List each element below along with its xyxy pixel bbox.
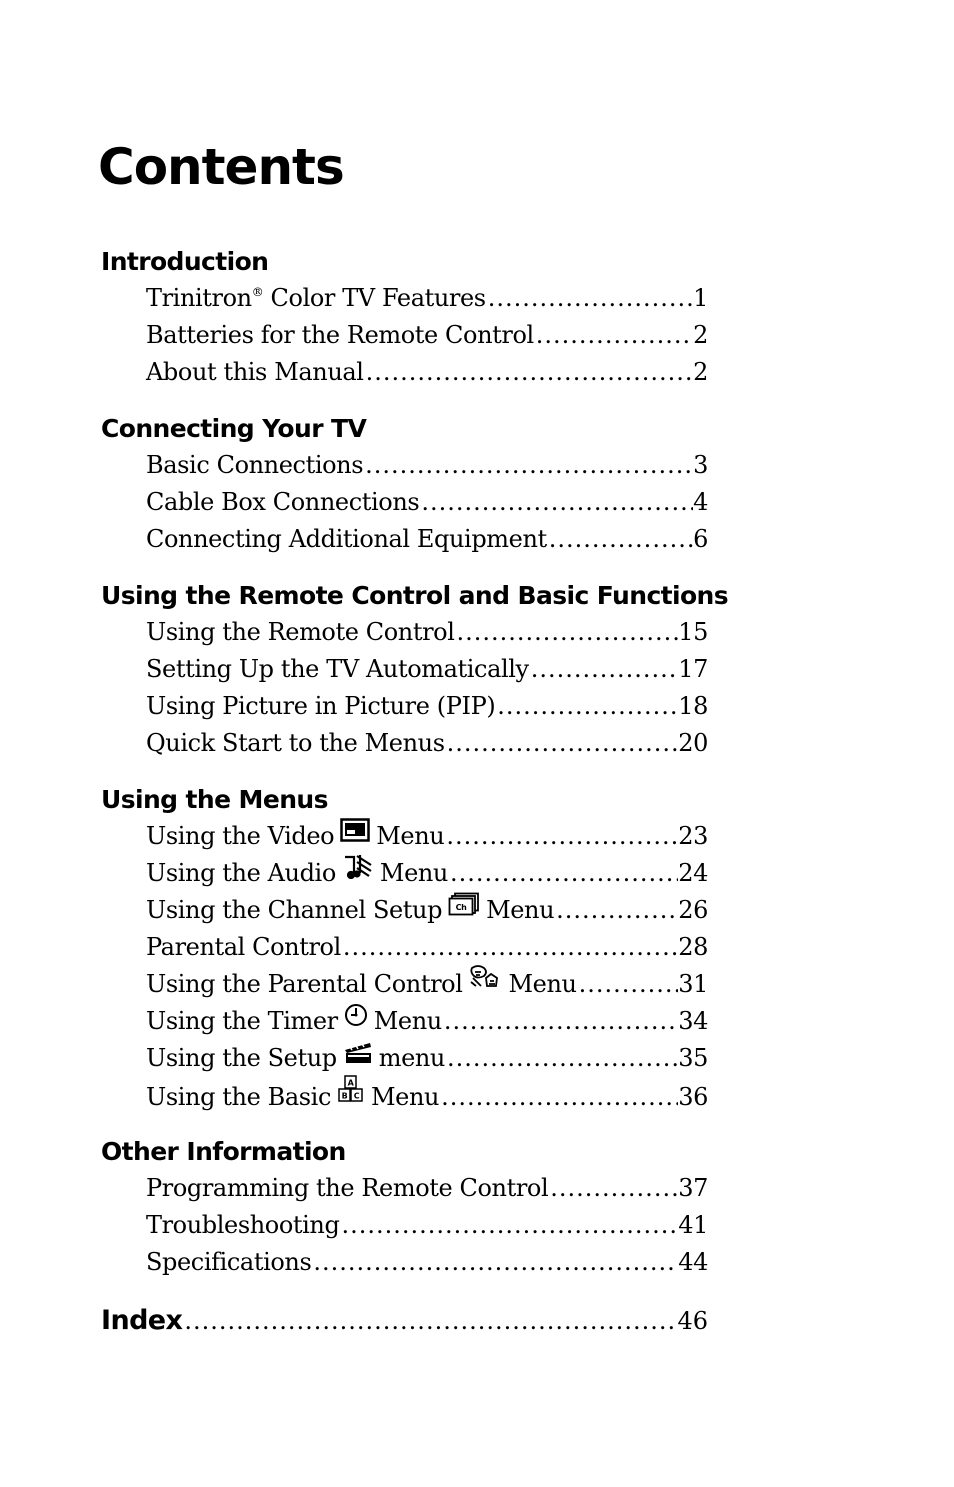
- dot-leader: [442, 1003, 678, 1040]
- entry-label: Quick Start to the Menus: [146, 729, 445, 757]
- section-title[interactable]: Other Information: [101, 1137, 346, 1166]
- page-number: 1: [693, 284, 708, 312]
- page-number: 24: [678, 859, 708, 887]
- dot-leader: [341, 929, 678, 966]
- page-number: 4: [693, 488, 708, 516]
- entry-label: Programming the Remote Control: [146, 1174, 549, 1202]
- toc-entry[interactable]: [146, 447, 708, 484]
- toc-entry[interactable]: [146, 1040, 708, 1077]
- toc-entry[interactable]: [146, 317, 708, 354]
- entry-label: Using the Setup: [146, 1044, 337, 1072]
- block-letter: A: [347, 1078, 354, 1088]
- block-letter: C: [353, 1091, 360, 1101]
- entry-label-after: Menu: [379, 859, 448, 887]
- section-connecting: [101, 411, 708, 558]
- entry-label: Setting Up the TV Automatically: [146, 655, 529, 683]
- timer-icon: [344, 1001, 368, 1038]
- entry-label: Specifications: [146, 1248, 312, 1276]
- entry-label: Using the Timer: [146, 1007, 338, 1035]
- page-title: Contents: [98, 138, 344, 196]
- entry-label: Using the Audio: [146, 859, 336, 887]
- dot-leader: [419, 484, 693, 521]
- page-number: 15: [678, 618, 708, 646]
- entry-label-after: menu: [378, 1044, 445, 1072]
- entry-label: Using the Parental Control: [146, 970, 463, 998]
- page-number: 6: [693, 525, 708, 553]
- index-label: Index: [101, 1305, 183, 1336]
- dot-leader: [339, 1207, 678, 1244]
- setup-icon: [343, 1038, 373, 1075]
- toc-entry[interactable]: [146, 521, 708, 558]
- dot-leader: [444, 818, 678, 855]
- dot-leader: [445, 725, 679, 762]
- dot-leader: [448, 855, 678, 892]
- toc-entry[interactable]: [146, 614, 708, 651]
- dot-leader: [364, 354, 694, 391]
- toc-entry[interactable]: [146, 1077, 708, 1114]
- page-number: 37: [678, 1174, 708, 1202]
- page-number: 35: [678, 1044, 708, 1072]
- toc-entry[interactable]: [146, 725, 708, 762]
- dot-leader: [554, 892, 678, 929]
- entry-label: Using the Basic: [146, 1083, 331, 1111]
- toc-entry[interactable]: Trinitron ® Color TV Features ..... 1: [146, 280, 708, 317]
- section-title[interactable]: Introduction: [101, 247, 269, 276]
- section-title[interactable]: Using the Remote Control and Basic Functions: [101, 581, 729, 610]
- entry-label: Basic Connections: [146, 451, 364, 479]
- dot-leader: [439, 1079, 678, 1116]
- page-number: 28: [678, 933, 708, 961]
- entry-label-after: Menu: [376, 822, 445, 850]
- audio-icon: [342, 853, 374, 890]
- toc-entry[interactable]: [146, 1207, 708, 1244]
- page-number: 34: [678, 1007, 708, 1035]
- index-entry[interactable]: [101, 1301, 708, 1341]
- page-number: 2: [693, 358, 708, 386]
- entry-label: Parental Control: [146, 933, 341, 961]
- page-number: 46: [677, 1307, 708, 1335]
- dot-leader: [454, 614, 678, 651]
- toc-entry[interactable]: [146, 892, 708, 929]
- table-of-contents: [101, 244, 729, 1341]
- entry-label-after: Menu: [508, 970, 577, 998]
- parental-control-icon: [468, 964, 502, 1001]
- toc-entry[interactable]: [146, 855, 708, 892]
- toc-entry[interactable]: [146, 1170, 708, 1207]
- dot-leader: [495, 688, 678, 725]
- section-menus: [101, 782, 708, 1114]
- toc-entry[interactable]: [146, 651, 708, 688]
- entry-label: Using the Channel Setup: [146, 896, 443, 924]
- entry-label: Batteries for the Remote Control: [146, 321, 534, 349]
- page-number: 31: [678, 970, 708, 998]
- dot-leader: [534, 317, 693, 354]
- toc-entry[interactable]: [146, 484, 708, 521]
- channel-icon-text: Ch: [455, 903, 467, 912]
- page-number: 36: [678, 1083, 708, 1111]
- toc-entry[interactable]: [146, 818, 708, 855]
- toc-entry[interactable]: [146, 1003, 708, 1040]
- entry-label: Connecting Additional Equipment: [146, 525, 547, 553]
- dot-leader: [182, 1301, 677, 1341]
- section-title[interactable]: Connecting Your TV: [101, 414, 367, 443]
- dot-leader: [486, 280, 693, 317]
- dot-leader: [529, 651, 679, 688]
- section-introduction: [101, 244, 708, 391]
- entry-label-after: Menu: [486, 896, 555, 924]
- entry-label: Using the Remote Control: [146, 618, 455, 646]
- section-title[interactable]: Using the Menus: [101, 785, 328, 814]
- entry-label: Trinitron: [146, 284, 252, 312]
- dot-leader: [363, 447, 693, 484]
- toc-entry[interactable]: [146, 354, 708, 391]
- toc-entry[interactable]: [146, 966, 708, 1003]
- toc-entry[interactable]: [146, 688, 708, 725]
- basic-icon: [337, 1075, 365, 1114]
- page-number: 41: [678, 1211, 708, 1239]
- dot-leader: [311, 1244, 678, 1281]
- page-number: 2: [693, 321, 708, 349]
- dot-leader: [577, 966, 679, 1003]
- dot-leader: [547, 521, 693, 558]
- page-number: 17: [678, 655, 708, 683]
- entry-label: Cable Box Connections: [146, 488, 420, 516]
- page-number: 26: [678, 896, 708, 924]
- entry-label: Using Picture in Picture (PIP): [146, 692, 496, 720]
- entry-label: About this Manual: [146, 358, 364, 386]
- section-other: [101, 1134, 708, 1281]
- toc-entry[interactable]: [146, 1244, 708, 1281]
- toc-entry[interactable]: [146, 929, 708, 966]
- dot-leader: [548, 1170, 678, 1207]
- entry-label-after: Menu: [370, 1083, 440, 1111]
- entry-label: Using the Video: [146, 822, 335, 850]
- dot-leader: [445, 1040, 678, 1077]
- entry-label-after: Menu: [373, 1007, 442, 1035]
- page-number: 44: [678, 1248, 708, 1276]
- page-number: 18: [678, 692, 708, 720]
- entry-label: Troubleshooting: [146, 1211, 340, 1239]
- page-number: 3: [693, 451, 708, 479]
- block-letter: B: [341, 1091, 348, 1101]
- entry-label-rest: Color TV Features: [263, 284, 486, 312]
- channel-setup-icon: [448, 890, 480, 927]
- page-number: 20: [678, 729, 708, 757]
- page-number: 23: [678, 822, 708, 850]
- video-icon: [340, 816, 370, 853]
- section-remote: [101, 578, 729, 762]
